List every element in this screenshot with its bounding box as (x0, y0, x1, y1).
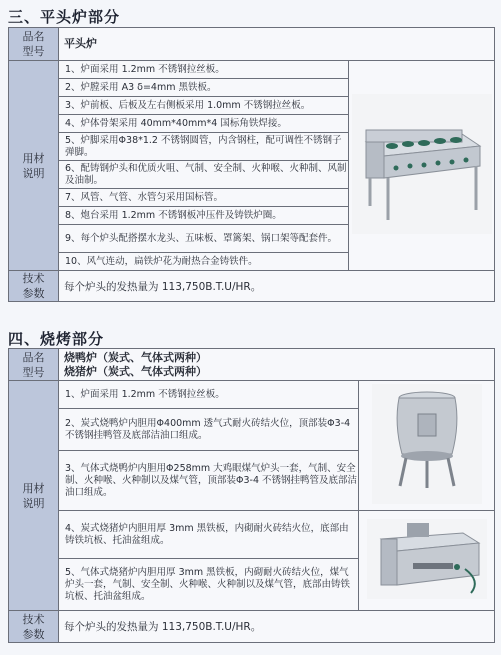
material-item: 6、配铸钢炉头和优质火咀、气制、安全制、火种喉、火种制、风制及油制。 (59, 161, 349, 189)
material-label: 用材 说明 (9, 381, 59, 611)
section4-table (8, 348, 495, 643)
pig-oven-image (359, 511, 495, 611)
material-item: 8、炮台采用 1.2mm 不锈钢板冲压件及铸铁炉圈。 (59, 207, 349, 225)
flat-stove-image (349, 61, 495, 271)
tech-label: 技术 参数 (9, 611, 59, 643)
material-label: 用材 说明 (9, 61, 59, 271)
material-item: 4、炉体骨架采用 40mm*40mm*4 国标角铁焊接。 (59, 115, 349, 133)
duck-oven-image (359, 381, 495, 511)
tech-spec: 每个炉头的发热量为 113,750B.T.U/HR。 (59, 611, 495, 643)
material-item: 10、风气连动，扁铁炉花为耐热合金铸铁件。 (59, 253, 349, 271)
material-item: 3、气体式烧鸭炉内胆用Φ258mm 大鸡眼煤气炉头一套，气制、安全制、火种喉、火种制以及煤气管，顶部装Φ3-4 不锈钢挂鸭管及底部洁油口组成。 (59, 451, 359, 511)
section3-title: 三、平头炉部分 (8, 8, 121, 26)
material-item: 5、气体式烧猪炉内胆用厚 3mm 黑铁板，内砌耐火砖结火位，煤气炉头一套，气制、安全制、火种喉、火种制以及煤气管，底部由铸铁坑板、托油盆组成。 (59, 559, 359, 611)
material-item: 2、炉膛采用 A3 δ=4mm 黑铁板。 (59, 79, 349, 97)
tech-label: 技术 参数 (9, 271, 59, 302)
material-item: 1、炉面采用 1.2mm 不锈钢拉丝板。 (59, 61, 349, 79)
tech-spec: 每个炉头的发热量为 113,750B.T.U/HR。 (59, 271, 495, 302)
material-item: 1、炉面采用 1.2mm 不锈钢拉丝板。 (59, 381, 359, 409)
material-item: 3、炉前板、后板及左右侧板采用 1.0mm 不锈钢拉丝板。 (59, 97, 349, 115)
material-item: 5、炉脚采用Φ38*1.2 不锈钢圆管，内含钢柱，配可调性不锈钢子弹脚。 (59, 133, 349, 161)
product-name: 平头炉 (59, 28, 495, 61)
material-item: 9、每个炉头配搭摆水龙头、五味板、罩篱架、锅口架等配套件。 (59, 225, 349, 253)
section4-title: 四、烧烤部分 (8, 330, 105, 348)
material-item: 2、炭式烧鸭炉内胆用Φ400mm 透气式耐火砖结火位，顶部装Φ3-4 不锈钢挂鸭管及底部洁油口组成。 (59, 409, 359, 451)
product-names: 烧鸭炉（炭式、气体式两种） 烧猪炉（炭式、气体式两种） (59, 349, 495, 381)
name-label: 品名 型号 (9, 349, 59, 381)
section3-table (8, 27, 495, 302)
material-item: 4、炭式烧猪炉内胆用厚 3mm 黑铁板，内砌耐火砖结火位，底部由铸铁坑板、托油盆组成。 (59, 511, 359, 559)
name-label: 品名 型号 (9, 28, 59, 61)
material-item: 7、风管、气管、水管匀采用国标管。 (59, 189, 349, 207)
